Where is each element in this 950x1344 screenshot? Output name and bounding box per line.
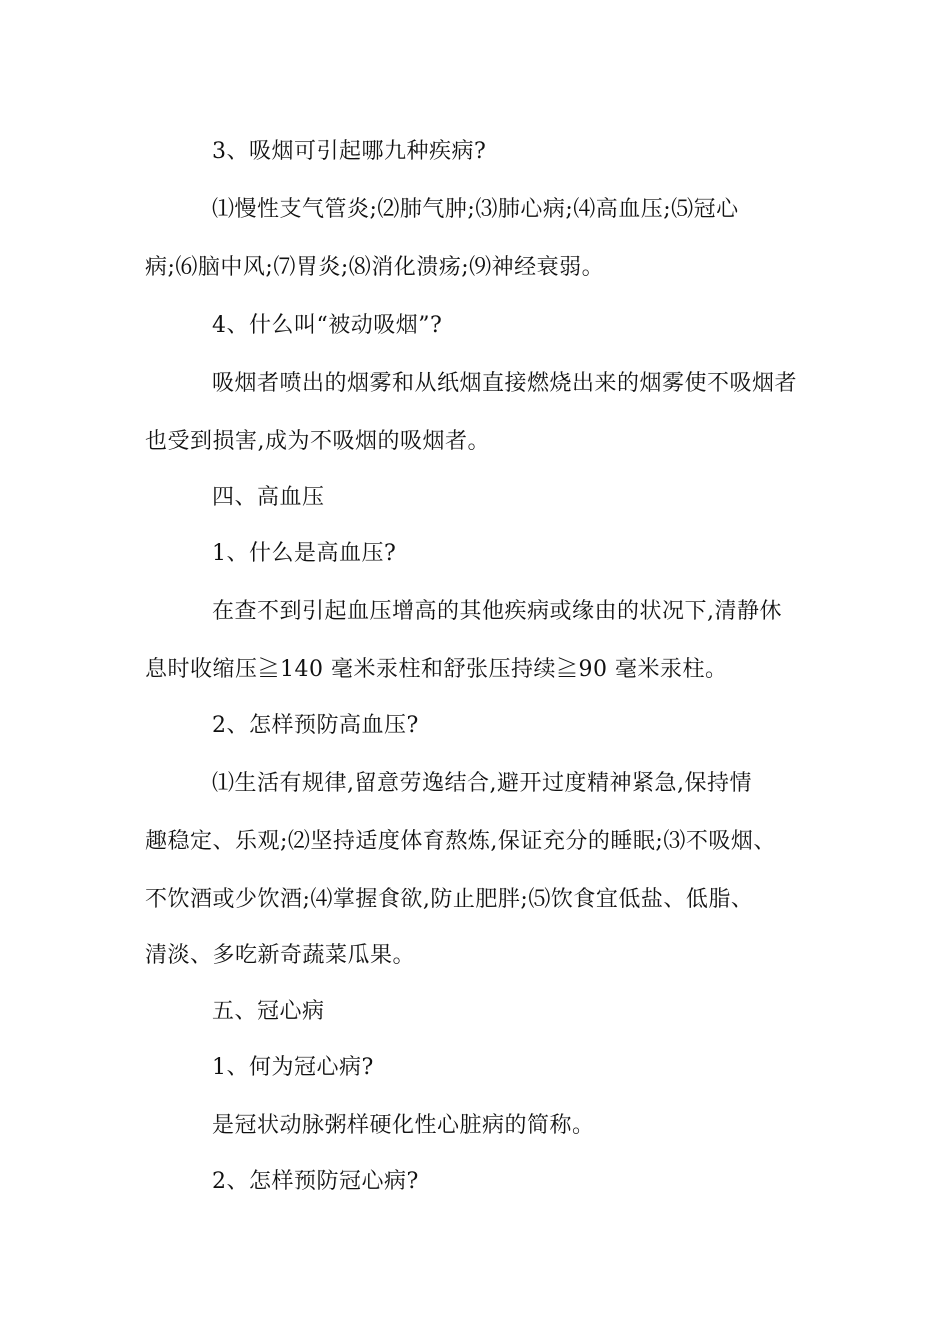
question-4-heading: 4、什么叫“被动吸烟”? (212, 313, 443, 338)
question-heading: 2、怎样预防高血压? (212, 713, 419, 738)
question-heading: 1、什么是高血压? (212, 541, 397, 566)
section-heading-hypertension: 四、高血压 (212, 485, 325, 510)
question-heading: 2、怎样预防冠心病? (212, 1169, 419, 1194)
paragraph-line: 是冠状动脉粥样硬化性心脏病的简称。 (212, 1113, 595, 1138)
paragraph-line: 清淡、多吃新奇蔬菜瓜果。 (145, 943, 416, 968)
question-3-heading: 3、吸烟可引起哪九种疾病? (212, 139, 487, 164)
paragraph-line: 也受到损害,成为不吸烟的吸烟者。 (145, 429, 490, 454)
paragraph-line: 息时收缩压≧140 毫米汞柱和舒张压持续≧90 毫米汞柱。 (145, 657, 728, 682)
paragraph-line: 吸烟者喷出的烟雾和从纸烟直接燃烧出来的烟雾使不吸烟者 (212, 371, 798, 396)
paragraph-line: 病;⑹脑中风;⑺胃炎;⑻消化溃疡;⑼神经衰弱。 (145, 255, 605, 280)
paragraph-line: 在查不到引起血压增高的其他疾病或缘由的状况下,清静休 (212, 599, 782, 624)
section-heading-coronary: 五、冠心病 (212, 999, 325, 1024)
paragraph-line: 不饮酒或少饮酒;⑷掌握食欲,防止肥胖;⑸饮食宜低盐、低脂、 (145, 887, 754, 912)
paragraph-line: 趣稳定、乐观;⑵坚持适度体育熬炼,保证充分的睡眠;⑶不吸烟、 (145, 829, 776, 854)
paragraph-line: ⑴生活有规律,留意劳逸结合,避开过度精神紧急,保持情 (212, 771, 752, 796)
paragraph-line: ⑴慢性支气管炎;⑵肺气肿;⑶肺心病;⑷高血压;⑸冠心 (212, 197, 739, 222)
question-heading: 1、何为冠心病? (212, 1055, 374, 1080)
